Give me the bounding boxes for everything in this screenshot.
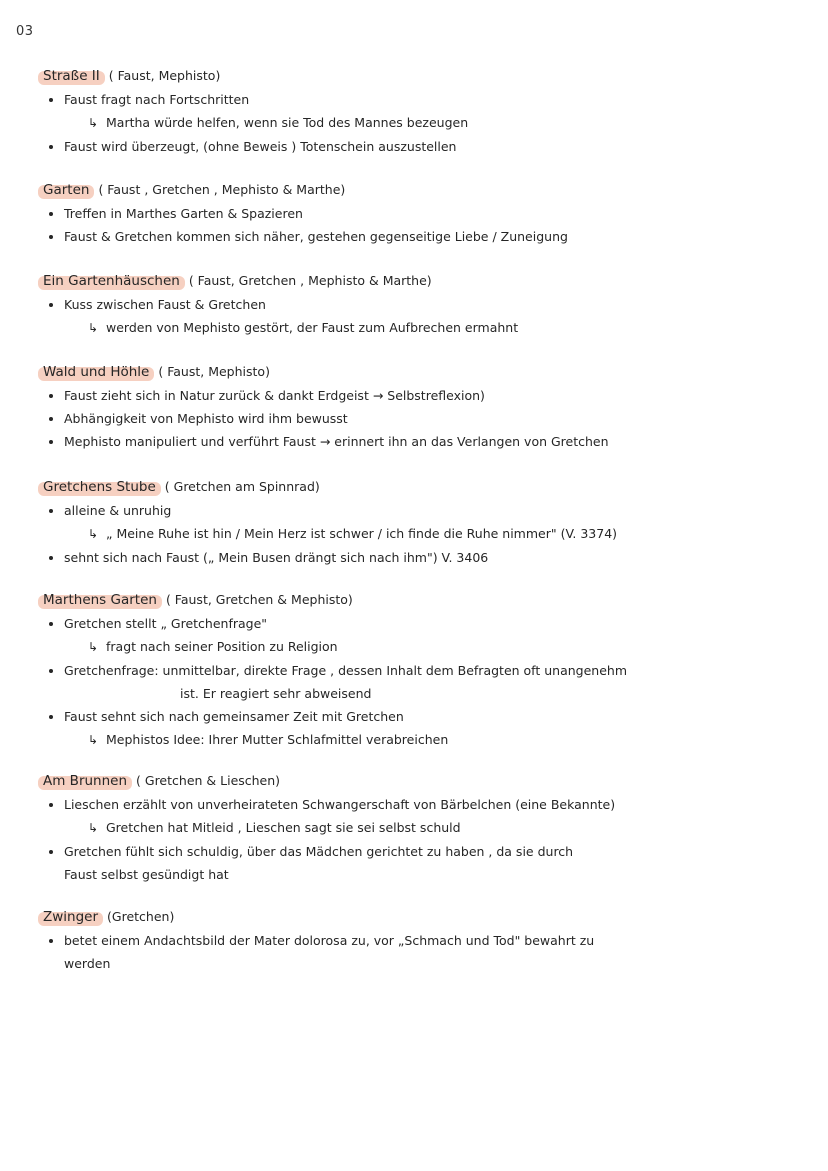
list-item: Faust zieht sich in Natur zurück & dankt Erdgeist → Selbstreflexion) [40, 384, 800, 407]
section-title: Marthens Garten [40, 590, 160, 610]
section-strasse-2 [40, 66, 800, 158]
section-heading [40, 907, 800, 929]
section-persons: ( Gretchen am Spinnrad) [164, 479, 320, 494]
arrow-icon: ↳ [88, 527, 99, 541]
list-subitem: ↳ Gretchen hat Mitleid , Lieschen sagt sie sei selbst schuld [40, 816, 800, 840]
list-item-continuation: ist. Er reagiert sehr abweisend [180, 686, 372, 701]
list-item: Faust sehnt sich nach gemeinsamer Zeit mit Gretchen [40, 705, 800, 728]
section-persons: ( Faust, Gretchen & Mephisto) [165, 592, 353, 607]
list-item: alleine & unruhig [40, 499, 800, 522]
arrow-icon: ↳ [88, 733, 99, 747]
list-item: sehnt sich nach Faust („ Mein Busen drängt sich nach ihm") V. 3406 [40, 546, 800, 569]
page-number: 03 [16, 24, 34, 39]
section-wald-und-hoehle [40, 362, 800, 453]
list-subitem: ↳ werden von Mephisto gestört, der Faust zum Aufbrechen ermahnt [40, 316, 800, 340]
list-item: Faust wird überzeugt, (ohne Beweis ) Totenschein auszustellen [40, 135, 800, 158]
list-item-continuation: Faust selbst gesündigt hat [64, 867, 229, 882]
arrow-icon: ↳ [88, 321, 99, 335]
section-heading [40, 180, 800, 202]
list-subitem: ↳ Martha würde helfen, wenn sie Tod des Mannes bezeugen [40, 111, 800, 135]
section-heading [40, 590, 800, 612]
list-item: Gretchenfrage: unmittelbar, direkte Frage , dessen Inhalt dem Befragten oft unangenehm [40, 659, 800, 682]
section-marthens-garten [40, 590, 800, 752]
list-subitem: ↳ fragt nach seiner Position zu Religion [40, 635, 800, 659]
section-garten [40, 180, 800, 248]
list-item: Gretchen stellt „ Gretchenfrage" [40, 612, 800, 635]
list-subitem: ↳ Mephistos Idee: Ihrer Mutter Schlafmittel verabreichen [40, 728, 800, 752]
section-title: Ein Gartenhäuschen [40, 271, 183, 291]
arrow-icon: ↳ [88, 116, 99, 130]
list-item: Gretchen fühlt sich schuldig, über das Mädchen gerichtet zu haben , da sie durch [40, 840, 800, 863]
section-title: Am Brunnen [40, 771, 130, 791]
list-item: Lieschen erzählt von unverheirateten Schwangerschaft von Bärbelchen (eine Bekannte) [40, 793, 800, 816]
section-persons: ( Faust, Gretchen , Mephisto & Marthe) [188, 273, 432, 288]
section-title: Gretchens Stube [40, 477, 159, 497]
section-heading [40, 477, 800, 499]
list-item: betet einem Andachtsbild der Mater dolorosa zu, vor „Schmach und Tod" bewahrt zu [40, 929, 800, 952]
section-zwinger [40, 907, 800, 975]
section-heading [40, 271, 800, 293]
section-persons: ( Faust, Mephisto) [108, 68, 221, 83]
section-am-brunnen [40, 771, 800, 886]
section-heading [40, 362, 800, 384]
list-item: Mephisto manipuliert und verführt Faust → erinnert ihn an das Verlangen von Gretchen [40, 430, 800, 453]
list-item: Kuss zwischen Faust & Gretchen [40, 293, 800, 316]
arrow-icon: ↳ [88, 640, 99, 654]
section-title: Garten [40, 180, 92, 200]
section-persons: ( Faust, Mephisto) [158, 364, 270, 379]
section-heading [40, 771, 800, 793]
section-gretchens-stube [40, 477, 800, 569]
list-item-continuation: werden [64, 956, 111, 971]
section-persons: (Gretchen) [107, 909, 175, 924]
section-persons: ( Gretchen & Lieschen) [136, 773, 281, 788]
section-title: Wald und Höhle [40, 362, 152, 382]
list-item: Faust & Gretchen kommen sich näher, gestehen gegenseitige Liebe / Zuneigung [40, 225, 800, 248]
section-title: Straße II [40, 66, 103, 86]
section-persons: ( Faust , Gretchen , Mephisto & Marthe) [98, 182, 346, 197]
list-item: Abhängigkeit von Mephisto wird ihm bewusst [40, 407, 800, 430]
section-heading [40, 66, 800, 88]
section-title: Zwinger [40, 907, 101, 927]
list-item: Treffen in Marthes Garten & Spazieren [40, 202, 800, 225]
list-subitem: ↳ „ Meine Ruhe ist hin / Mein Herz ist schwer / ich finde die Ruhe nimmer" (V. 3374) [40, 522, 800, 546]
arrow-icon: ↳ [88, 821, 99, 835]
section-gartenhaeuschen [40, 271, 800, 340]
list-item: Faust fragt nach Fortschritten [40, 88, 800, 111]
